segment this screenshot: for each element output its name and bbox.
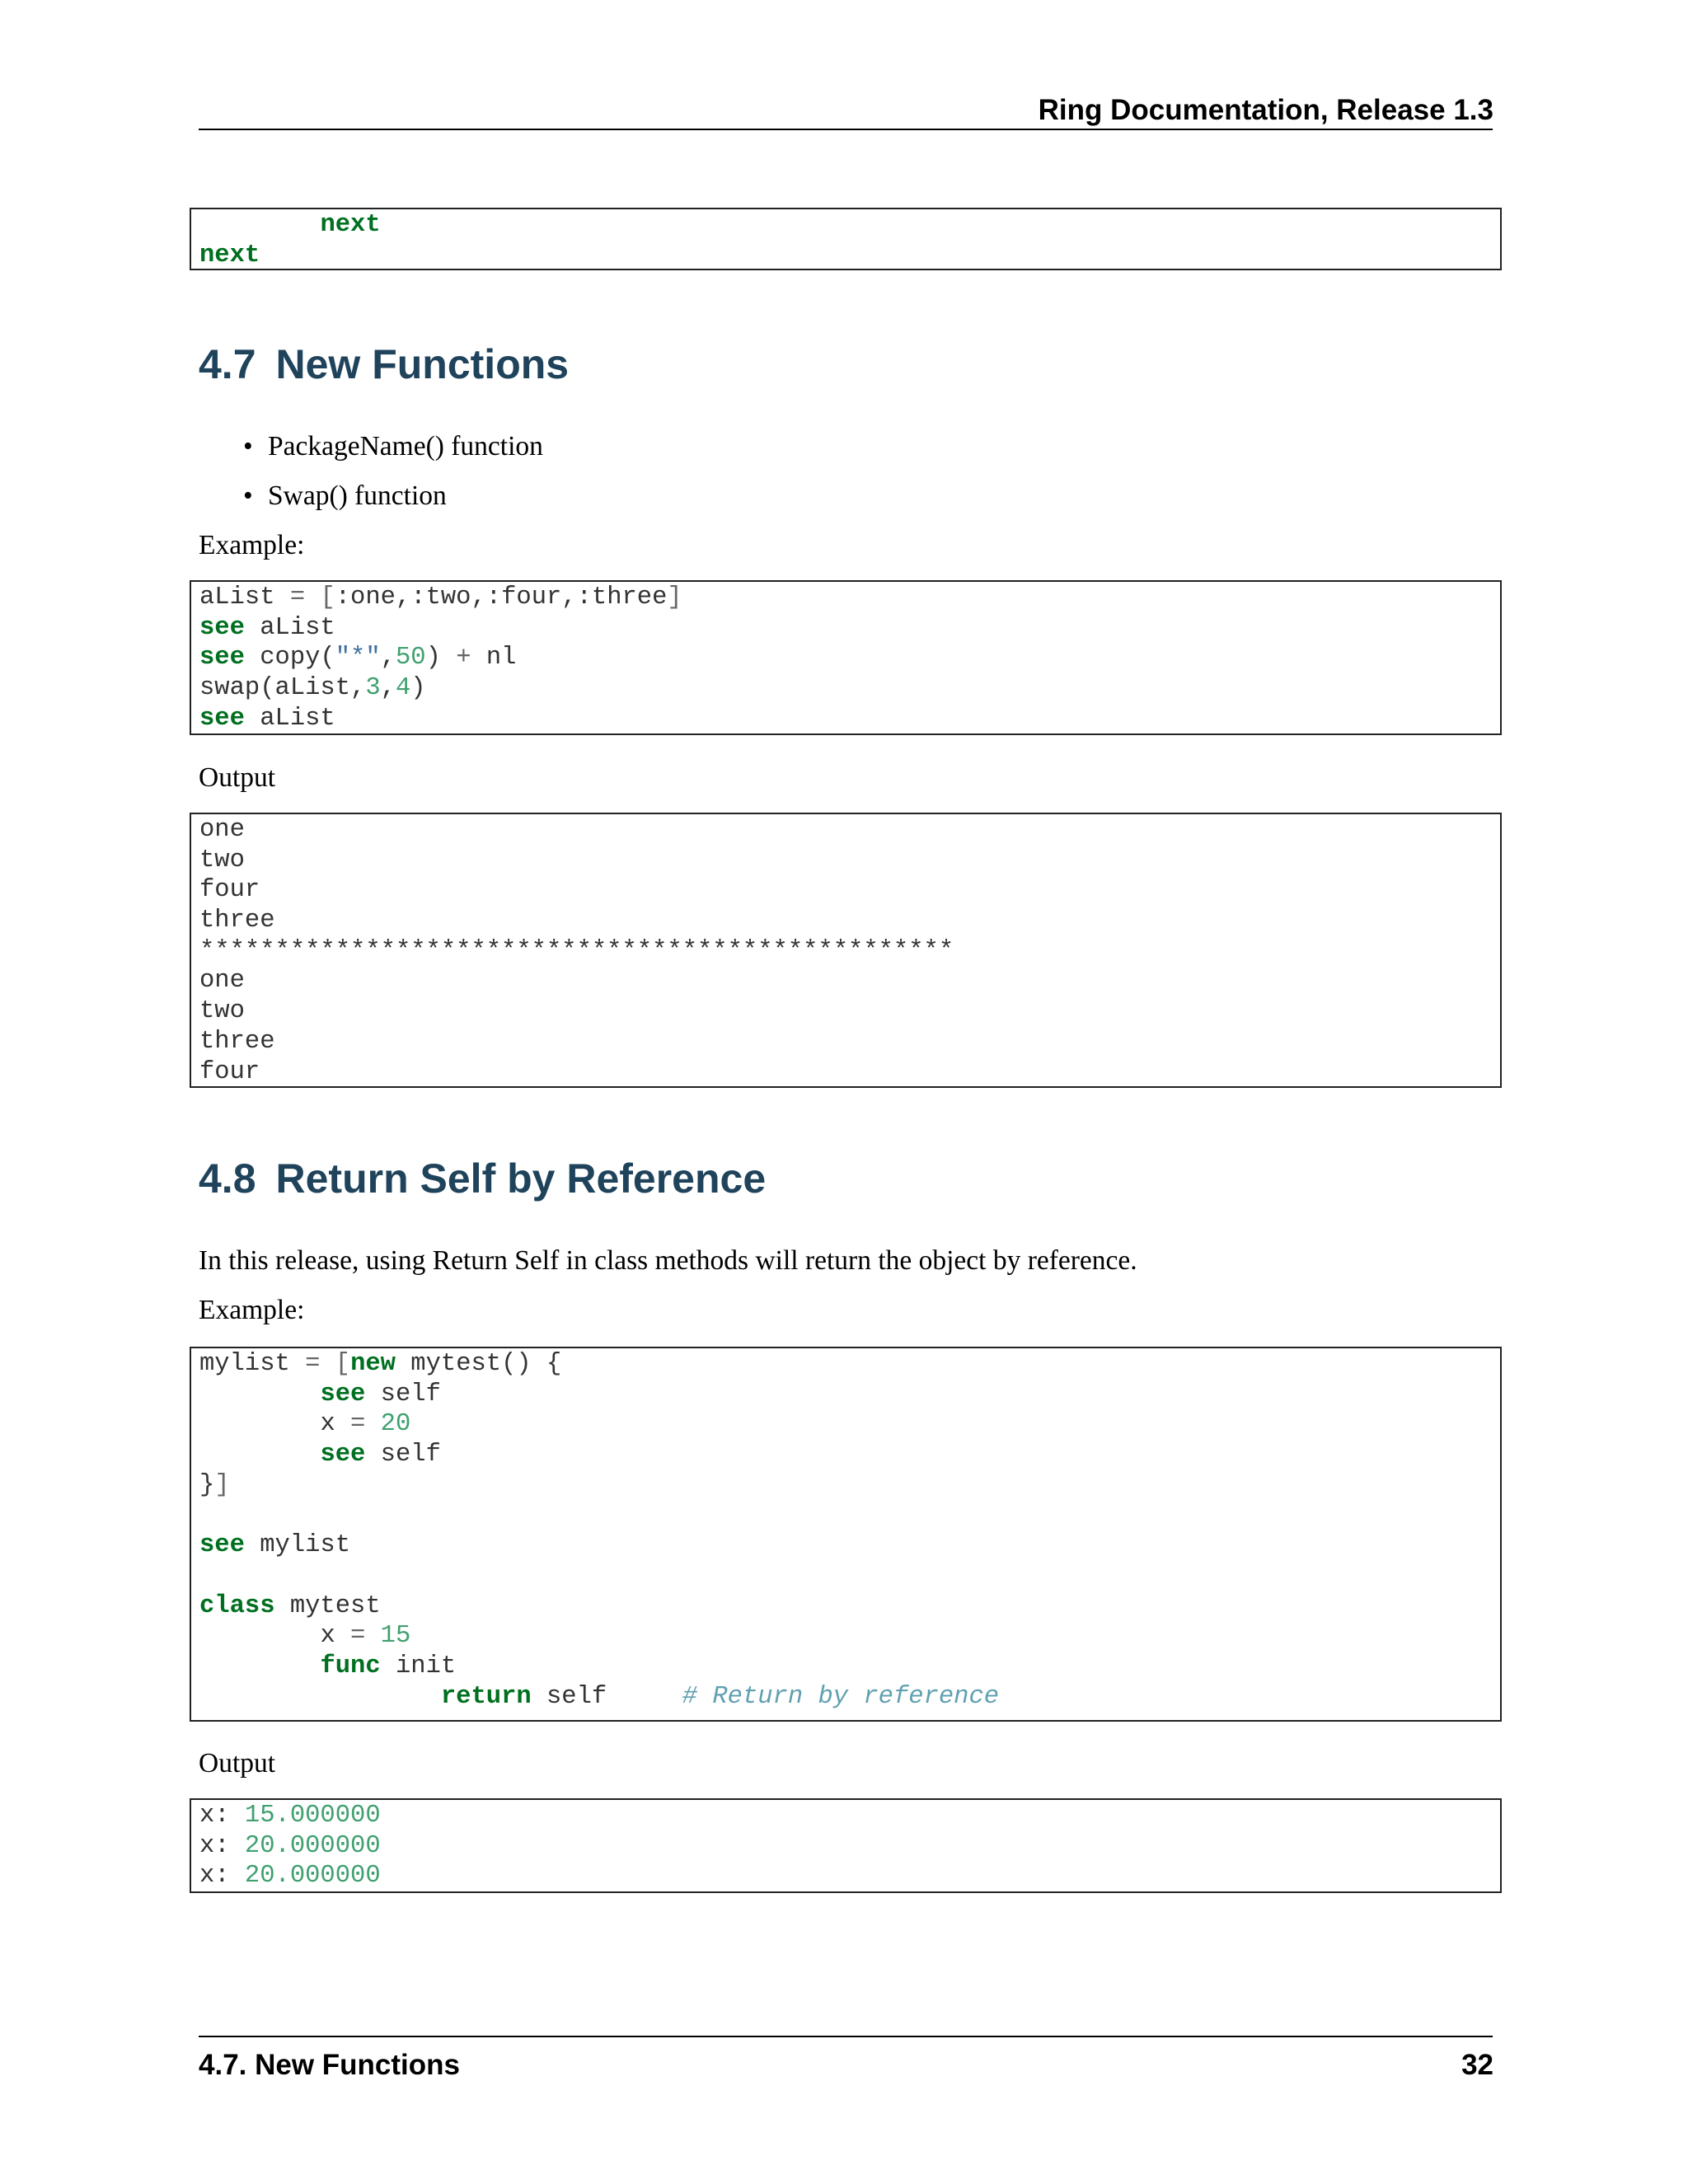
code-line: }] [199, 1470, 230, 1499]
code-line: swap(aList,3,4) [199, 674, 426, 703]
section-title: New Functions [275, 341, 570, 387]
code-line: see aList [199, 704, 335, 733]
code-block-swap-example [190, 580, 1502, 735]
code-block-return-self [190, 1347, 1502, 1722]
output-line: one [199, 967, 245, 996]
section-number: 4.7 [199, 341, 256, 387]
footer-section-title: 4.7. New Functions [199, 2049, 460, 2081]
output-line: x: 20.000000 [199, 1862, 381, 1891]
bullet-icon: • [243, 431, 253, 462]
output-label: Output [199, 1748, 276, 1779]
code-line: x = 15 [320, 1622, 411, 1651]
output-line: two [199, 846, 245, 874]
output-label: Output [199, 762, 276, 793]
running-header: Ring Documentation, Release 1.3 [1038, 94, 1493, 126]
section-number: 4.8 [199, 1155, 256, 1202]
section-description: In this release, using Return Self in class methods will return the object by reference. [199, 1245, 1137, 1276]
page-number: 32 [1461, 2049, 1493, 2081]
output-line: four [199, 876, 260, 905]
output-line: x: 20.000000 [199, 1831, 381, 1860]
code-line-blank [199, 1561, 1500, 1591]
section-heading-4-8 [199, 1154, 766, 1203]
output-line: three [199, 1027, 275, 1056]
header-rule [199, 129, 1493, 130]
code-line-blank [199, 1500, 1500, 1530]
bullet-icon: • [243, 480, 253, 511]
code-line: aList = [:one,:two,:four,:three] [199, 583, 682, 612]
code-block-loop-end [190, 208, 1502, 270]
output-line: one [199, 816, 245, 844]
output-block-swap [190, 813, 1502, 1088]
code-line: see aList [199, 613, 335, 642]
code-line: next [199, 241, 260, 269]
bullet-item: • Swap() function [243, 478, 447, 514]
output-line: two [199, 997, 245, 1026]
output-line: three [199, 907, 275, 935]
code-line: mylist = [new mytest() { [199, 1350, 562, 1378]
footer-rule [199, 2036, 1493, 2037]
code-line: return self # Return by reference [440, 1682, 1000, 1711]
code-line: see mylist [199, 1531, 351, 1560]
code-line: see copy("*",50) + nl [199, 644, 517, 673]
code-line: class mytest [199, 1591, 381, 1620]
code-comment: # Return by reference [682, 1682, 1000, 1711]
code-line: func init [320, 1652, 457, 1680]
code-line: x = 20 [320, 1410, 411, 1439]
output-line: four [199, 1057, 260, 1086]
example-label: Example: [199, 530, 305, 560]
code-line: next [320, 211, 381, 239]
code-line: see self [320, 1441, 441, 1469]
example-label: Example: [199, 1295, 305, 1325]
output-line: ************************************************** [199, 936, 954, 965]
bullet-item: • PackageName() function [243, 429, 543, 465]
output-block-return-self [190, 1798, 1502, 1893]
code-line: see self [320, 1380, 441, 1408]
section-heading-4-7 [199, 340, 569, 389]
output-line: x: 15.000000 [199, 1802, 381, 1830]
section-title: Return Self by Reference [275, 1155, 767, 1202]
